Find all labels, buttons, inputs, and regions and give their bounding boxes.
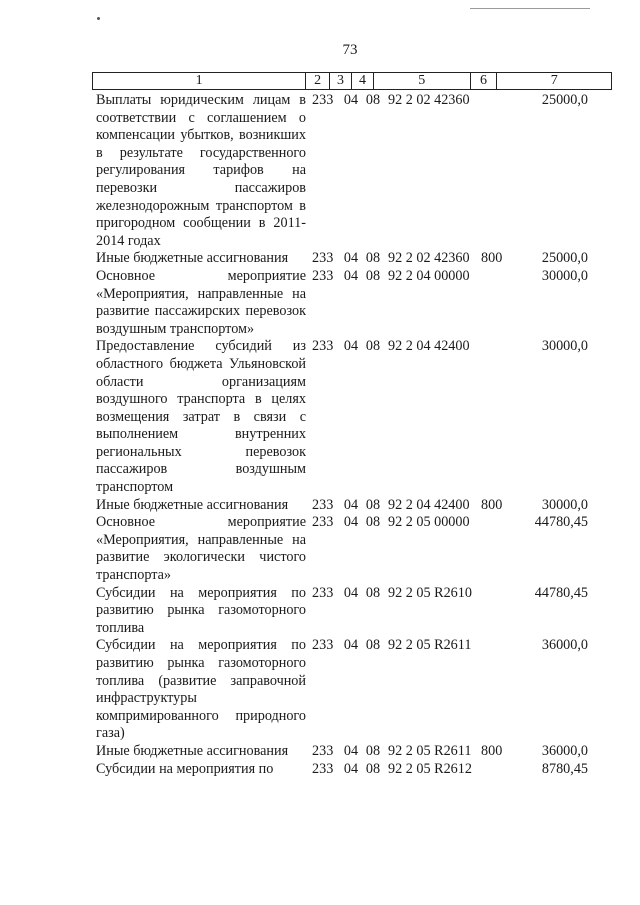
row-gr-code: 233 bbox=[312, 760, 334, 777]
row-amount: 25000,0 bbox=[541, 92, 588, 108]
row-section-code: 04 bbox=[343, 250, 359, 267]
row-amount: 30000,0 bbox=[541, 267, 588, 284]
row-target-article: 92 2 02 42360 bbox=[388, 250, 470, 267]
table-row bbox=[92, 268, 612, 338]
row-gr-code: 233 bbox=[312, 267, 334, 284]
row-section-code: 04 bbox=[343, 496, 359, 513]
row-gr-code: 233 bbox=[312, 637, 334, 654]
header-col-2: 2 bbox=[306, 73, 330, 89]
row-amount: 8780,45 bbox=[541, 760, 588, 777]
scan-speck bbox=[97, 17, 100, 20]
row-gr-code: 233 bbox=[312, 338, 334, 355]
table-row bbox=[92, 743, 612, 761]
table-row bbox=[92, 637, 612, 743]
row-amount: 44780,45 bbox=[534, 584, 588, 601]
row-expense-type: 800 bbox=[481, 496, 503, 513]
row-target-article: 92 2 02 42360 bbox=[388, 92, 470, 108]
row-target-article: 92 2 05 R2611 bbox=[388, 742, 472, 759]
row-subsection-code: 08 bbox=[365, 92, 381, 108]
row-section-code: 04 bbox=[343, 637, 359, 654]
row-name: Иные бюджетные ассигнования bbox=[96, 250, 289, 267]
header-col-6: 6 bbox=[471, 73, 498, 89]
header-col-5: 5 bbox=[374, 73, 471, 89]
row-section-code: 04 bbox=[343, 584, 359, 601]
row-section-code: 04 bbox=[343, 514, 359, 531]
page-number: 73 bbox=[342, 42, 358, 58]
row-name: Выплаты юридическим лицам в соответствии с соглашением о компенсации убытков, возникших в результате государственного регулирования тарифов на перевозки пассажиров железнодорожным транспортом в пригородном сообщении в 2011-2014 годах bbox=[96, 92, 306, 249]
row-subsection-code: 08 bbox=[365, 637, 381, 654]
row-gr-code: 233 bbox=[312, 514, 334, 531]
row-amount: 36000,0 bbox=[541, 637, 588, 654]
row-expense-type: 800 bbox=[481, 742, 503, 759]
row-subsection-code: 08 bbox=[365, 760, 381, 777]
row-amount: 36000,0 bbox=[541, 742, 588, 759]
scan-edge-line bbox=[470, 8, 590, 9]
row-gr-code: 233 bbox=[312, 584, 334, 601]
row-section-code: 04 bbox=[343, 338, 359, 355]
header-col-4: 4 bbox=[352, 73, 374, 89]
table-row bbox=[92, 514, 612, 584]
row-target-article: 92 2 05 R2610 bbox=[388, 584, 472, 601]
header-col-1: 1 bbox=[93, 73, 306, 89]
row-name: Основное мероприятие «Мероприятия, направленные на развитие пассажирских перевозок воздушным транспортом» bbox=[96, 267, 306, 337]
row-gr-code: 233 bbox=[312, 742, 334, 759]
row-target-article: 92 2 04 42400 bbox=[388, 338, 470, 355]
row-amount: 30000,0 bbox=[541, 496, 588, 513]
table-row bbox=[92, 497, 612, 515]
row-gr-code: 233 bbox=[312, 496, 334, 513]
row-amount: 44780,45 bbox=[534, 514, 588, 531]
row-subsection-code: 08 bbox=[365, 742, 381, 759]
row-name: Предоставление субсидий из областного бюджета Ульяновской области организациям воздушного транспорта в целях возмещения затрат в связи с выполнением внутренних региональных перевозок пассажиров воздушным транспортом bbox=[96, 338, 306, 496]
row-target-article: 92 2 04 00000 bbox=[388, 267, 470, 284]
table-row bbox=[92, 585, 612, 638]
row-name: Иные бюджетные ассигнования bbox=[96, 496, 289, 513]
header-col-3: 3 bbox=[330, 73, 352, 89]
row-name: Основное мероприятие «Мероприятия, направленные на развитие экологически чистого транспорта» bbox=[96, 514, 306, 584]
row-name: Субсидии на мероприятия по развитию рынка газомоторного топлива bbox=[96, 584, 306, 636]
row-amount: 25000,0 bbox=[541, 250, 588, 267]
row-target-article: 92 2 05 R2612 bbox=[388, 760, 472, 777]
header-col-7: 7 bbox=[550, 73, 558, 88]
table-row bbox=[92, 761, 612, 779]
row-section-code: 04 bbox=[343, 92, 359, 108]
row-subsection-code: 08 bbox=[365, 267, 381, 284]
row-name: Субсидии на мероприятия по bbox=[96, 760, 274, 777]
row-subsection-code: 08 bbox=[365, 250, 381, 267]
row-subsection-code: 08 bbox=[365, 584, 381, 601]
row-section-code: 04 bbox=[343, 267, 359, 284]
row-name: Иные бюджетные ассигнования bbox=[96, 742, 289, 759]
row-subsection-code: 08 bbox=[365, 514, 381, 531]
row-gr-code: 233 bbox=[312, 92, 334, 108]
row-section-code: 04 bbox=[343, 760, 359, 777]
table-row bbox=[92, 250, 612, 268]
row-section-code: 04 bbox=[343, 742, 359, 759]
table-body bbox=[92, 92, 612, 778]
row-target-article: 92 2 05 00000 bbox=[388, 514, 470, 531]
row-target-article: 92 2 04 42400 bbox=[388, 496, 470, 513]
table-header bbox=[92, 72, 612, 90]
table-row bbox=[92, 338, 612, 496]
table-row bbox=[92, 92, 612, 250]
row-subsection-code: 08 bbox=[365, 496, 381, 513]
row-name: Субсидии на мероприятия по развитию рынка газомоторного топлива (развитие заправочной инфраструктуры компримированного природного газа) bbox=[96, 637, 306, 742]
row-expense-type: 800 bbox=[481, 250, 503, 267]
row-subsection-code: 08 bbox=[365, 338, 381, 355]
row-amount: 30000,0 bbox=[541, 338, 588, 355]
row-target-article: 92 2 05 R2611 bbox=[388, 637, 472, 654]
row-gr-code: 233 bbox=[312, 250, 334, 267]
